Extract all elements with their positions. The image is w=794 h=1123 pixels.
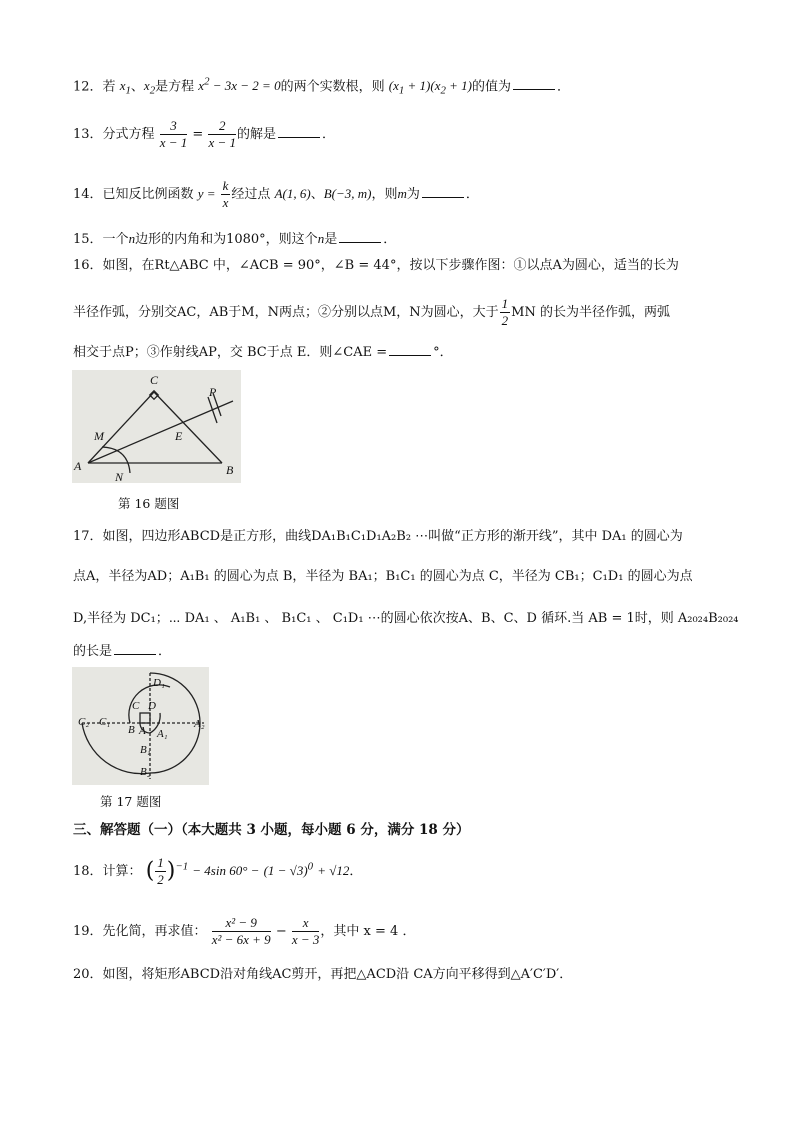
fraction: $\frac{\text{x² − 9}}{\text{x² − 6x + 9}}$ xyxy=(211,915,271,947)
svg-text:N: N xyxy=(115,470,124,483)
svg-text:A₁: A₁ xyxy=(157,728,168,740)
svg-text:E: E xyxy=(175,429,183,443)
svg-text:C: C xyxy=(132,700,140,712)
svg-text:D₁: D₁ xyxy=(153,677,165,689)
question-17-line-4: 的长是 ． xyxy=(73,644,172,659)
involute-diagram xyxy=(72,667,209,785)
svg-text:B₂: B₂ xyxy=(140,766,151,778)
figure-16-caption: 第 16 题图 xyxy=(118,496,180,511)
svg-text:M: M xyxy=(94,429,104,443)
question-15: 15．一个n边形的内角和为1080°，则这个n是 ． xyxy=(73,231,397,247)
answer-blank xyxy=(114,642,156,655)
svg-text:B: B xyxy=(128,724,135,736)
section-heading: 三、解答题（一）（本大题共 3 小题，每小题 6 分，满分 18 分） xyxy=(73,822,470,838)
question-17-line-2: 点A，半径为AD；A₁B₁ 的圆心为点 B，半径为 BA₁；B₁C₁ 的圆心为点 C，半径为 CB₁；C₁D₁ 的圆心为点 xyxy=(73,569,693,584)
question-16-line-3: 相交于点P；③作射线AP，交 BC于点 E．则∠CAE = °． xyxy=(73,345,453,360)
question-13: 13．分式方程 $\frac{3}{x - 1}$ = $\frac{2}{x - 1}$ 的解是 ． xyxy=(73,118,336,150)
svg-text:A: A xyxy=(74,459,82,473)
triangle-diagram xyxy=(72,370,241,483)
svg-text:C: C xyxy=(150,373,159,387)
fraction: $\frac{1}{2}$ xyxy=(157,855,164,887)
svg-text:P: P xyxy=(209,385,217,399)
svg-text:C₁: C₁ xyxy=(99,716,111,728)
fraction: $\frac{2}{x - 1}$ xyxy=(208,118,236,150)
question-16-line-1: 16．如图，在Rt△ABC 中，∠ACB = 90°，∠B = 44°，按以下步骤作图：①以点A为圆心，适当的长为 xyxy=(73,258,679,273)
fraction: $\frac{1}{2}$ xyxy=(501,296,509,328)
answer-blank xyxy=(339,230,381,243)
answer-blank xyxy=(278,125,320,138)
question-18: 18．计算： ( $\frac{1}{2}$ )$^{-1}$ − 4sin $60^\circ - (1 - √3)^0 + √12$． xyxy=(73,855,363,887)
svg-text:B₁: B₁ xyxy=(140,744,151,756)
figure-16 xyxy=(72,370,241,483)
question-16-line-2: 半径作弧，分别交AC，AB于M，N两点；②分别以点M，N为圆心，大于 $\frac{1}{2}$ MN 的长为半径作弧，两弧 xyxy=(73,296,670,328)
question-17-line-3: D,半径为 DC₁；⋯ DA₁ 、 A₁B₁ 、 B₁C₁ 、 C₁D₁ ⋯的圆心依次按A、B、C、D 循环.当 AB = 1时，则 A₂₀₂₄B₂₀₂₄ xyxy=(73,611,739,626)
question-14: 14．已知反比例函数 y = $\frac{k}{x}$ 经过点 A(1, 6)、B(−3, m)，则m为 ． xyxy=(73,178,479,210)
figure-17 xyxy=(72,667,209,785)
question-17-line-1: 17．如图，四边形ABCD是正方形，曲线DA₁B₁C₁D₁A₂B₂ ⋯叫做“正方形的渐开线”，其中 DA₁ 的圆心为 xyxy=(73,529,683,544)
svg-text:B: B xyxy=(226,463,234,477)
question-12: 12．若 $x_1$、$x_2$是方程 $x^2 - 3x - 2 = 0$的两个实数根，则 $(x_1 + 1)(x_2 + 1)$的值为 ． xyxy=(73,76,571,97)
answer-blank xyxy=(513,77,555,90)
answer-blank xyxy=(389,343,431,356)
question-20: 20．如图，将矩形ABCD沿对角线AC剪开，再把△ACD沿 CA方向平移得到△A′C′D′． xyxy=(73,967,573,982)
fraction: $\frac{k}{x}$ xyxy=(222,178,229,210)
svg-text:A₂: A₂ xyxy=(194,718,205,730)
svg-text:A: A xyxy=(139,725,146,737)
figure-17-caption: 第 17 题图 xyxy=(100,794,162,809)
question-19: 19．先化简，再求值： $\frac{\text{x² − 9}}{\text{x² − 6x + 9}}$ − $\frac{x}{x - 3}$ ，其中 x = 4 ． xyxy=(73,915,416,947)
fraction: $\frac{x}{x - 3}$ xyxy=(291,915,320,947)
svg-text:D: D xyxy=(148,700,156,712)
svg-text:C₂: C₂ xyxy=(78,716,90,728)
answer-blank xyxy=(422,185,464,198)
fraction: $\frac{3}{x - 1}$ xyxy=(159,118,188,150)
